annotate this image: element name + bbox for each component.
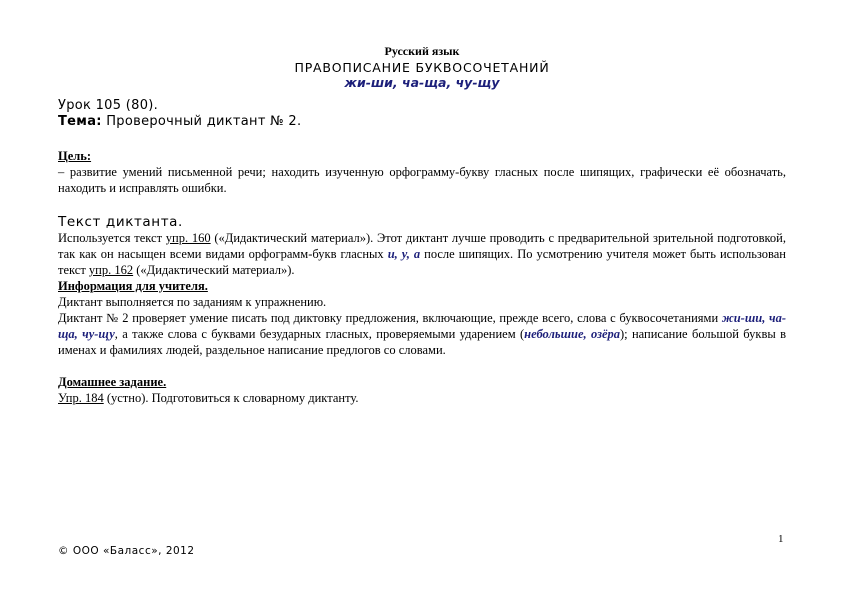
homework-text: [58, 390, 786, 406]
combos-inline: жи-ши, ча-ща, чу-щу: [58, 311, 786, 341]
exercise-184-link[interactable]: Упр. 184: [58, 391, 104, 405]
homework-heading: Домашнее задание.: [58, 375, 167, 389]
dictation-text-4: («Дидактический материал»).: [133, 263, 295, 277]
theme-label: Тема:: [58, 114, 102, 129]
teacher-info-heading: Информация для учителя.: [58, 279, 208, 293]
topic-title: ПРАВОПИСАНИЕ БУКВОСОЧЕТАНИЙ: [294, 60, 550, 75]
exercise-162-link[interactable]: упр. 162: [88, 263, 134, 277]
dictation-heading: Текст диктанта.: [58, 214, 183, 230]
theme-value: Проверочный диктант № 2.: [101, 114, 302, 129]
description-text-3: ); написание большой буквы в именах и фамилиях людей, раздельное написание предлогов со словами.: [58, 327, 787, 357]
copyright-notice: © ООО «Баласс», 2012: [58, 545, 195, 557]
exercise-160-link[interactable]: упр. 160: [165, 231, 211, 245]
dictation-description: [58, 310, 786, 358]
description-text-1: Диктант № 2 проверяет умение писать под диктовку предложения, включающие, прежде всего, слова с буквосочетаниями: [58, 311, 722, 325]
description-text-2: , а также слова с буквами безударных гласных, проверяемыми ударением (: [114, 327, 525, 341]
dictation-text-2: («Дидактический материал»). Этот диктант лучше проводить с предварительной зрительной подготовкой, так как он насыщен всеми видами орфограмм-букв гласных: [58, 231, 786, 261]
goal-heading: Цель:: [58, 149, 92, 163]
subject-title: Русский язык: [384, 44, 460, 58]
lesson-number: Урок 105 (80).: [58, 98, 159, 113]
example-words: небольшие, озёра: [524, 327, 620, 341]
lesson-theme: [58, 114, 786, 129]
homework-detail: (устно). Подготовиться к словарному диктанту.: [103, 391, 359, 405]
document-page: [58, 40, 786, 406]
page-number: 1: [778, 533, 784, 545]
dictation-paragraph: [58, 230, 786, 278]
vowel-letters: и, у, а: [387, 247, 421, 261]
dictation-text-3: после шипящих. По усмотрению учителя может быть использован текст: [58, 247, 786, 277]
dictation-text-1: Используется текст: [58, 231, 166, 245]
goal-text: – развитие умений письменной речи; находить изученную орфограмму-букву гласных после шипящих, графически её обозначать, находить и исправлять ошибки.: [58, 165, 786, 195]
teacher-info-line: Диктант выполняется по заданиям к упражнению.: [58, 295, 327, 309]
letter-combinations: жи-ши, ча-ща, чу-щу: [344, 75, 500, 90]
